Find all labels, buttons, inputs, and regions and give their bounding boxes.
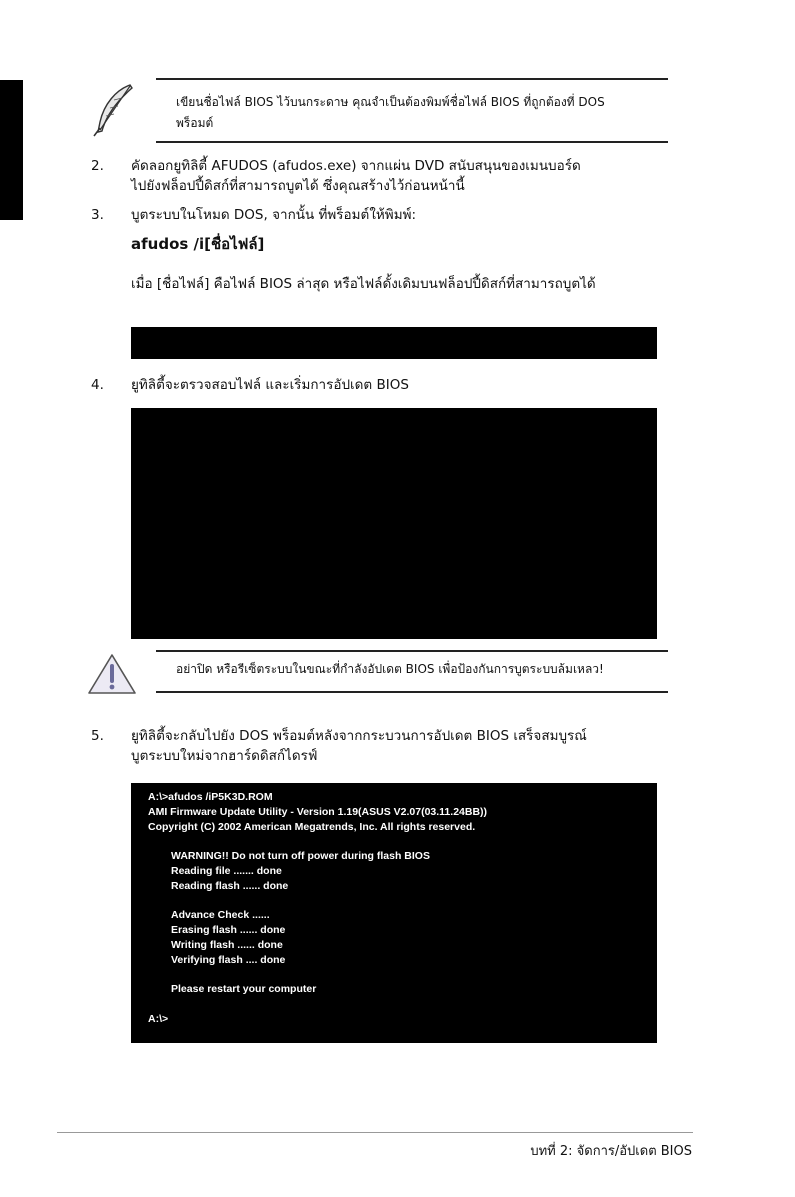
note-text-line1: เขียนชื่อไฟล์ BIOS ไว้บนกระดาษ คุณจำเป็นต้องพิมพ์ชื่อไฟล์ BIOS ที่ถูกต้องที่ DOS	[176, 95, 605, 109]
step-5	[91, 726, 671, 766]
page-footer: บทที่ 2: จัดการ/อัปเดต BIOS	[530, 1144, 692, 1159]
terminal-line: Verifying flash .... done	[171, 954, 286, 966]
warning-box	[90, 650, 668, 695]
command-screen-bar	[131, 327, 657, 359]
terminal-line: Reading flash ...... done	[171, 880, 289, 892]
note-bottom-rule	[156, 141, 668, 143]
step-number: 2.	[91, 158, 104, 174]
update-screen	[131, 408, 657, 639]
step-text-line2: บูตระบบใหม่จากฮาร์ดดิสก์ไดรฟ์	[131, 748, 318, 764]
step-4	[91, 375, 671, 395]
warning-bottom-rule	[156, 691, 668, 693]
terminal-line: Please restart your computer	[171, 983, 317, 995]
terminal-line: A:\>afudos /iP5K3D.ROM	[148, 791, 273, 803]
feather-pen-icon	[90, 82, 138, 138]
chapter-side-tab	[0, 80, 23, 220]
terminal-line: Writing flash ...... done	[171, 939, 283, 951]
terminal-output	[131, 783, 657, 1043]
terminal-line: WARNING!! Do not turn off power during flash BIOS	[171, 850, 430, 862]
terminal-line: AMI Firmware Update Utility - Version 1.19(ASUS V2.07(03.11.24BB))	[148, 806, 488, 818]
step-3	[91, 205, 671, 225]
warning-text: อย่าปิด หรือรีเซ็ตระบบในขณะที่กำลังอัปเดต BIOS เพื่อป้องกันการบูตระบบล้มเหลว!	[176, 662, 604, 676]
step-number: 5.	[91, 728, 104, 744]
terminal-line: Reading file ....... done	[171, 865, 282, 877]
terminal-line: A:\>	[148, 1013, 169, 1025]
step-2	[91, 156, 671, 196]
step-text-line1: บูตระบบในโหมด DOS, จากนั้น ที่พร็อมต์ให้พิมพ์:	[131, 207, 417, 223]
note-top-rule	[156, 78, 668, 80]
terminal-line: Copyright (C) 2002 American Megatrends, Inc. All rights reserved.	[148, 821, 476, 833]
step-number: 3.	[91, 207, 104, 223]
warning-triangle-icon	[86, 652, 138, 696]
step-text-line1: ยูทิลิตี้จะตรวจสอบไฟล์ และเริ่มการอัปเดต BIOS	[131, 377, 409, 393]
step-text-line2: ไปยังฟล็อปปี้ดิสก์ที่สามารถบูตได้ ซึ่งคุณสร้างไว้ก่อนหน้านี้	[131, 178, 465, 194]
footer-rule	[57, 1132, 693, 1133]
note-text-line2: พร็อมต์	[176, 116, 214, 130]
warning-top-rule	[156, 650, 668, 652]
step-text-line1: คัดลอกยูทิลิตี้ AFUDOS (afudos.exe) จากแผ่น DVD สนับสนุนของเมนบอร์ด	[131, 158, 581, 174]
step-number: 4.	[91, 377, 104, 393]
terminal-line: Erasing flash ...... done	[171, 924, 286, 936]
step-text-line1: ยูทิลิตี้จะกลับไปยัง DOS พร็อมต์หลังจากกระบวนการอัปเดต BIOS เสร็จสมบูรณ์	[131, 728, 587, 744]
command-text: afudos /i[ชื่อไฟล์]	[131, 235, 265, 253]
command-description: เมื่อ [ชื่อไฟล์] คือไฟล์ BIOS ล่าสุด หรือไฟล์ดั้งเดิมบนฟล็อปปี้ดิสก์ที่สามารถบูตได้	[131, 276, 596, 292]
note-box	[90, 78, 668, 144]
terminal-line: Advance Check ......	[171, 909, 270, 921]
